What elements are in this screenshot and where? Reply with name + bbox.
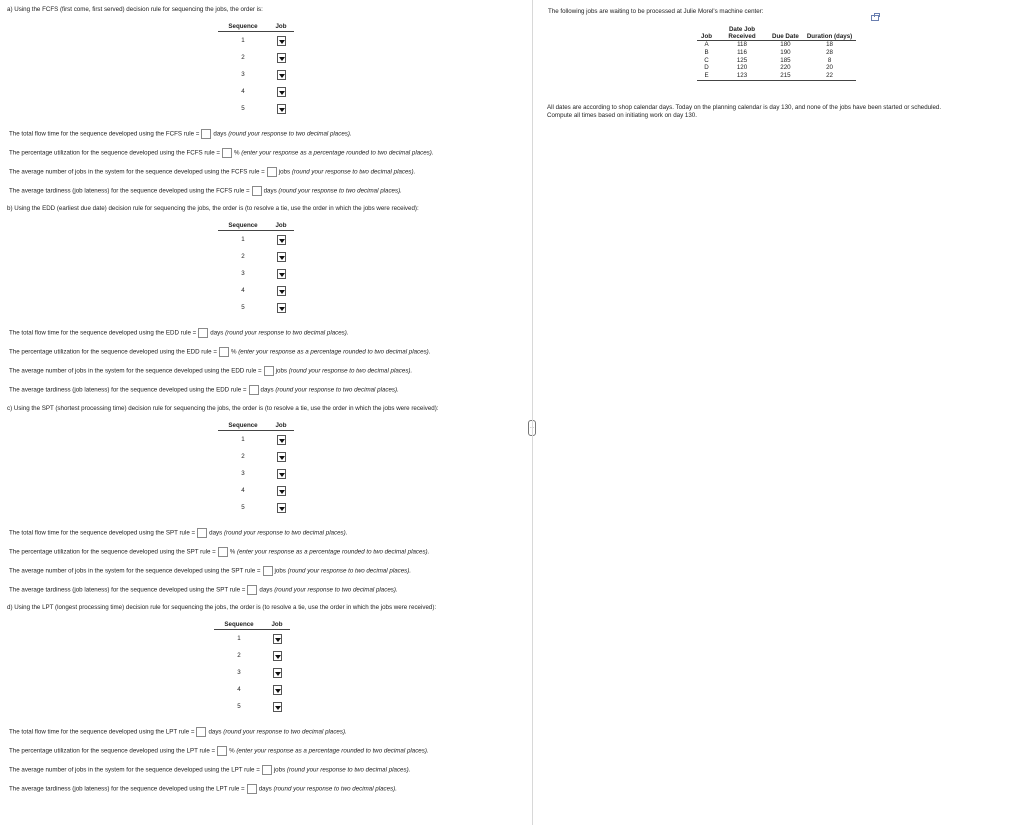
answer-hint: (round your response to two decimal places). <box>287 567 412 575</box>
sequence-number: 5 <box>237 703 241 710</box>
job-select[interactable] <box>277 235 286 245</box>
job-select[interactable] <box>277 87 286 97</box>
answer-line <box>9 566 411 577</box>
answer-line <box>9 727 347 738</box>
job-received: 125 <box>736 56 748 64</box>
sequence-header: Sequence <box>218 21 268 32</box>
answer-line <box>9 585 398 596</box>
sequence-number: 3 <box>237 669 241 676</box>
dropdown-arrow-icon <box>279 507 285 511</box>
sequence-table <box>218 21 294 117</box>
answer-prompt: The average number of jobs in the system for the sequence developed using the SPT rule = <box>9 567 261 575</box>
answer-unit: days <box>263 187 277 195</box>
sequence-number: 3 <box>241 71 245 78</box>
answer-hint: (round your response to two decimal places). <box>228 130 352 138</box>
answer-line <box>9 347 430 358</box>
jobs-table <box>697 26 856 81</box>
job-row <box>697 49 856 57</box>
answer-input[interactable] <box>217 746 227 756</box>
sequence-number: 4 <box>241 287 245 294</box>
answer-prompt: The average number of jobs in the system for the sequence developed using the EDD rule = <box>9 367 262 375</box>
job-id: B <box>704 48 709 56</box>
sequence-header: Sequence <box>214 619 264 630</box>
job-select[interactable] <box>277 452 286 462</box>
job-row <box>697 57 856 65</box>
problem-note <box>547 104 941 120</box>
job-received: 116 <box>737 48 747 56</box>
answer-hint: (round your response to two decimal places). <box>274 586 398 594</box>
sequence-table <box>218 420 294 516</box>
answer-input[interactable] <box>249 385 259 395</box>
dropdown-arrow-icon <box>279 439 285 443</box>
answer-input[interactable] <box>197 528 207 538</box>
job-received: 118 <box>737 41 747 48</box>
dropdown-arrow-icon <box>275 706 281 710</box>
sequence-row <box>218 231 294 249</box>
sequence-header: Sequence <box>218 420 268 431</box>
job-select[interactable] <box>277 269 286 279</box>
answer-prompt: The average number of jobs in the system for the sequence developed using the LPT rule = <box>9 766 260 774</box>
job-duration: 22 <box>803 72 856 80</box>
sequence-row <box>218 32 294 50</box>
sequence-row <box>214 681 290 698</box>
dropdown-arrow-icon <box>279 290 285 294</box>
job-header: Job <box>268 420 294 431</box>
sequence-row <box>218 299 294 316</box>
job-row <box>697 41 856 49</box>
answer-unit: jobs <box>278 168 291 176</box>
dropdown-arrow-icon <box>279 473 285 477</box>
job-select[interactable] <box>273 651 282 661</box>
sequence-row <box>218 282 294 299</box>
job-select[interactable] <box>277 435 286 445</box>
job-select[interactable] <box>277 53 286 63</box>
answer-line <box>9 129 352 140</box>
job-select[interactable] <box>277 503 286 513</box>
answer-hint: (round your response to two decimal places). <box>223 529 348 537</box>
answer-prompt: The percentage utilization for the sequence developed using the LPT rule = <box>9 747 216 755</box>
panel-resize-handle[interactable]: ⋯ <box>528 420 536 436</box>
job-id: A <box>704 41 709 48</box>
job-received: 123 <box>716 72 768 80</box>
col-header-duration: Duration (days) <box>803 26 856 41</box>
job-select[interactable] <box>277 104 286 114</box>
answer-hint: (round your response to two decimal places). <box>288 367 413 375</box>
sequence-row <box>218 66 294 83</box>
answer-input[interactable] <box>201 129 211 139</box>
sequence-number: 1 <box>241 436 245 443</box>
dropdown-arrow-icon <box>275 672 281 676</box>
answer-prompt: The total flow time for the sequence developed using the SPT rule = <box>9 529 196 537</box>
sequence-row <box>218 248 294 265</box>
dropdown-arrow-icon <box>279 40 285 44</box>
answer-line <box>9 784 397 795</box>
sequence-number: 3 <box>241 470 245 477</box>
dropdown-arrow-icon <box>279 273 285 277</box>
job-select[interactable] <box>277 486 286 496</box>
dropdown-arrow-icon <box>279 239 285 243</box>
job-duration: 18 <box>826 41 833 48</box>
job-select[interactable] <box>273 668 282 678</box>
answer-unit: days <box>258 785 272 793</box>
answer-hint: (enter your response as a percentage rounded to two decimal places). <box>237 548 430 556</box>
sequence-number: 5 <box>241 304 245 311</box>
sequence-number: 3 <box>241 270 245 277</box>
sequence-table <box>218 220 294 316</box>
answer-hint: (round your response to two decimal places). <box>223 728 347 736</box>
answer-input[interactable] <box>264 366 274 376</box>
job-row <box>697 64 856 72</box>
dropdown-arrow-icon <box>279 490 285 494</box>
answer-prompt: The total flow time for the sequence developed using the FCFS rule = <box>9 130 200 138</box>
answer-unit: jobs <box>275 367 287 375</box>
answer-prompt: The average tardiness (job lateness) for the sequence developed using the SPT rule = <box>9 586 246 594</box>
sequence-number: 5 <box>241 504 245 511</box>
copy-data-icon[interactable] <box>871 15 879 21</box>
job-duration: 28 <box>826 48 833 56</box>
dropdown-arrow-icon <box>279 108 285 112</box>
answer-hint: (round your response to two decimal places). <box>225 329 349 337</box>
job-due: 185 <box>780 56 791 64</box>
sequence-number: 4 <box>237 686 241 693</box>
sequence-number: 2 <box>241 453 245 460</box>
answer-input[interactable] <box>218 547 228 557</box>
answer-hint: (round your response to two decimal places). <box>275 386 399 394</box>
answer-hint: (enter your response as a percentage rounded to two decimal places). <box>236 747 429 755</box>
job-duration: 20 <box>826 64 833 72</box>
job-due: 180 <box>780 41 791 48</box>
job-id: D <box>704 64 709 72</box>
question-text: d) Using the LPT (longest processing time) decision rule for sequencing the jobs, the order is (to resolve a tie, use the order in which the jobs were received): <box>7 604 437 611</box>
answer-unit: days <box>213 130 227 138</box>
sequence-number: 2 <box>237 652 241 659</box>
sequence-row <box>214 630 290 648</box>
sequence-header: Sequence <box>218 220 268 231</box>
job-select[interactable] <box>277 36 286 46</box>
answer-unit: % <box>234 149 240 157</box>
job-due: 220 <box>780 64 791 72</box>
answer-line <box>9 186 402 197</box>
answer-line <box>9 385 399 396</box>
answer-prompt: The percentage utilization for the sequence developed using the EDD rule = <box>9 348 217 356</box>
answer-prompt: The average tardiness (job lateness) for the sequence developed using the LPT rule = <box>9 785 245 793</box>
answer-line <box>9 746 429 757</box>
job-received: 120 <box>736 64 748 72</box>
answer-input[interactable] <box>263 566 273 576</box>
job-header: Job <box>268 220 294 231</box>
answer-input[interactable] <box>196 727 206 737</box>
answer-hint: (enter your response as a percentage rounded to two decimal places). <box>238 348 431 356</box>
sequence-number: 1 <box>241 236 245 243</box>
answer-prompt: The average tardiness (job lateness) for the sequence developed using the FCFS rule = <box>9 187 250 195</box>
problem-data-panel <box>532 0 1024 825</box>
dropdown-arrow-icon <box>275 638 281 642</box>
answer-input[interactable] <box>262 765 272 775</box>
answer-input[interactable] <box>252 186 262 196</box>
col-header-job: Job <box>697 26 716 41</box>
sequence-number: 1 <box>241 37 245 44</box>
job-due: 190 <box>780 48 791 56</box>
dropdown-arrow-icon <box>275 689 281 693</box>
answer-hint: (round your response to two decimal places). <box>291 168 416 176</box>
answer-unit: days <box>208 728 222 736</box>
sequence-number: 2 <box>241 253 245 260</box>
sequence-number: 1 <box>237 635 241 642</box>
answer-input[interactable] <box>222 148 232 158</box>
job-select[interactable] <box>277 70 286 80</box>
answer-unit: jobs <box>273 766 286 774</box>
dropdown-arrow-icon <box>279 57 285 61</box>
note-line: All dates are according to shop calendar days. Today on the planning calendar is day 130, and none of the jobs have been started or scheduled. <box>547 104 942 111</box>
sequence-row <box>218 83 294 100</box>
note-line: Compute all times based on initiating work on day 130. <box>547 112 697 119</box>
dropdown-arrow-icon <box>279 91 285 95</box>
sequence-row <box>214 647 290 664</box>
answer-unit: days <box>259 586 273 594</box>
job-due: 215 <box>768 72 803 80</box>
job-select[interactable] <box>273 702 282 712</box>
dropdown-arrow-icon <box>279 307 285 311</box>
answer-hint: (round your response to two decimal places). <box>273 785 397 793</box>
sequence-row <box>218 448 294 465</box>
job-select[interactable] <box>277 286 286 296</box>
dropdown-arrow-icon <box>279 256 285 260</box>
sequence-row <box>214 664 290 681</box>
job-header: Job <box>268 21 294 32</box>
answer-unit: % <box>230 348 237 356</box>
answer-line <box>9 528 347 539</box>
answer-unit: days <box>210 329 224 337</box>
job-id: E <box>697 72 716 80</box>
dropdown-arrow-icon <box>279 456 285 460</box>
question-text: c) Using the SPT (shortest processing time) decision rule for sequencing the jobs, the order is (to resolve a tie, use the order in which the jobs were received): <box>7 405 439 412</box>
sequence-row <box>218 49 294 66</box>
answer-unit: days <box>260 386 274 394</box>
answer-line <box>9 328 349 339</box>
sequence-row <box>218 482 294 499</box>
answer-input[interactable] <box>247 585 257 595</box>
answer-line <box>9 765 410 776</box>
job-select[interactable] <box>277 303 286 313</box>
answer-prompt: The total flow time for the sequence developed using the EDD rule = <box>9 329 197 337</box>
job-header: Job <box>264 619 290 630</box>
sequence-row <box>218 265 294 282</box>
sequence-row <box>218 499 294 516</box>
col-header-received: Date Job Received <box>716 26 768 41</box>
answer-line <box>9 547 429 558</box>
dropdown-arrow-icon <box>275 655 281 659</box>
answer-prompt: The total flow time for the sequence developed using the LPT rule = <box>9 728 195 736</box>
answer-input[interactable] <box>198 328 208 338</box>
answer-hint: (round your response to two decimal places). <box>286 766 411 774</box>
answer-line <box>9 366 412 377</box>
sequence-number: 2 <box>241 54 245 61</box>
answer-unit: days <box>209 529 223 537</box>
sequence-number: 4 <box>241 487 245 494</box>
dropdown-arrow-icon <box>279 74 285 78</box>
job-row <box>697 72 856 80</box>
sequence-row <box>218 100 294 117</box>
job-id: C <box>704 56 709 64</box>
answer-unit: jobs <box>274 567 286 575</box>
sequence-row <box>214 698 290 715</box>
job-select[interactable] <box>273 685 282 695</box>
question-text: b) Using the EDD (earliest due date) decision rule for sequencing the jobs, the order is (to resolve a tie, use the order in which the jobs were received): <box>7 205 419 212</box>
job-select[interactable] <box>277 252 286 262</box>
answer-prompt: The percentage utilization for the sequence developed using the SPT rule = <box>9 548 216 556</box>
answer-prompt: The average number of jobs in the system for the sequence developed using the FCFS rule = <box>9 168 265 176</box>
sequence-row <box>218 431 294 449</box>
sequence-row <box>218 465 294 482</box>
answer-unit: % <box>229 747 235 755</box>
job-select[interactable] <box>273 634 282 644</box>
job-duration: 8 <box>827 56 832 64</box>
answer-hint: (enter your response as a percentage rounded to two decimal places). <box>241 149 434 157</box>
answer-input[interactable] <box>219 347 229 357</box>
answer-hint: (round your response to two decimal places). <box>278 187 402 195</box>
answer-prompt: The percentage utilization for the sequence developed using the FCFS rule = <box>9 149 221 157</box>
col-header-due: Due Date <box>768 26 803 41</box>
answer-prompt: The average tardiness (job lateness) for the sequence developed using the EDD rule = <box>9 386 247 394</box>
sequence-number: 5 <box>241 105 245 112</box>
question-text: a) Using the FCFS (first come, first served) decision rule for sequencing the jobs, the order is: <box>7 6 263 13</box>
answer-input[interactable] <box>267 167 277 177</box>
answer-line <box>9 167 415 178</box>
answer-unit: % <box>229 548 236 556</box>
answer-line <box>9 148 434 159</box>
problem-title: The following jobs are waiting to be processed at Julie Morel's machine center: <box>548 8 764 15</box>
sequence-number: 4 <box>241 88 245 95</box>
job-select[interactable] <box>277 469 286 479</box>
answer-input[interactable] <box>247 784 257 794</box>
sequence-table <box>214 619 290 715</box>
